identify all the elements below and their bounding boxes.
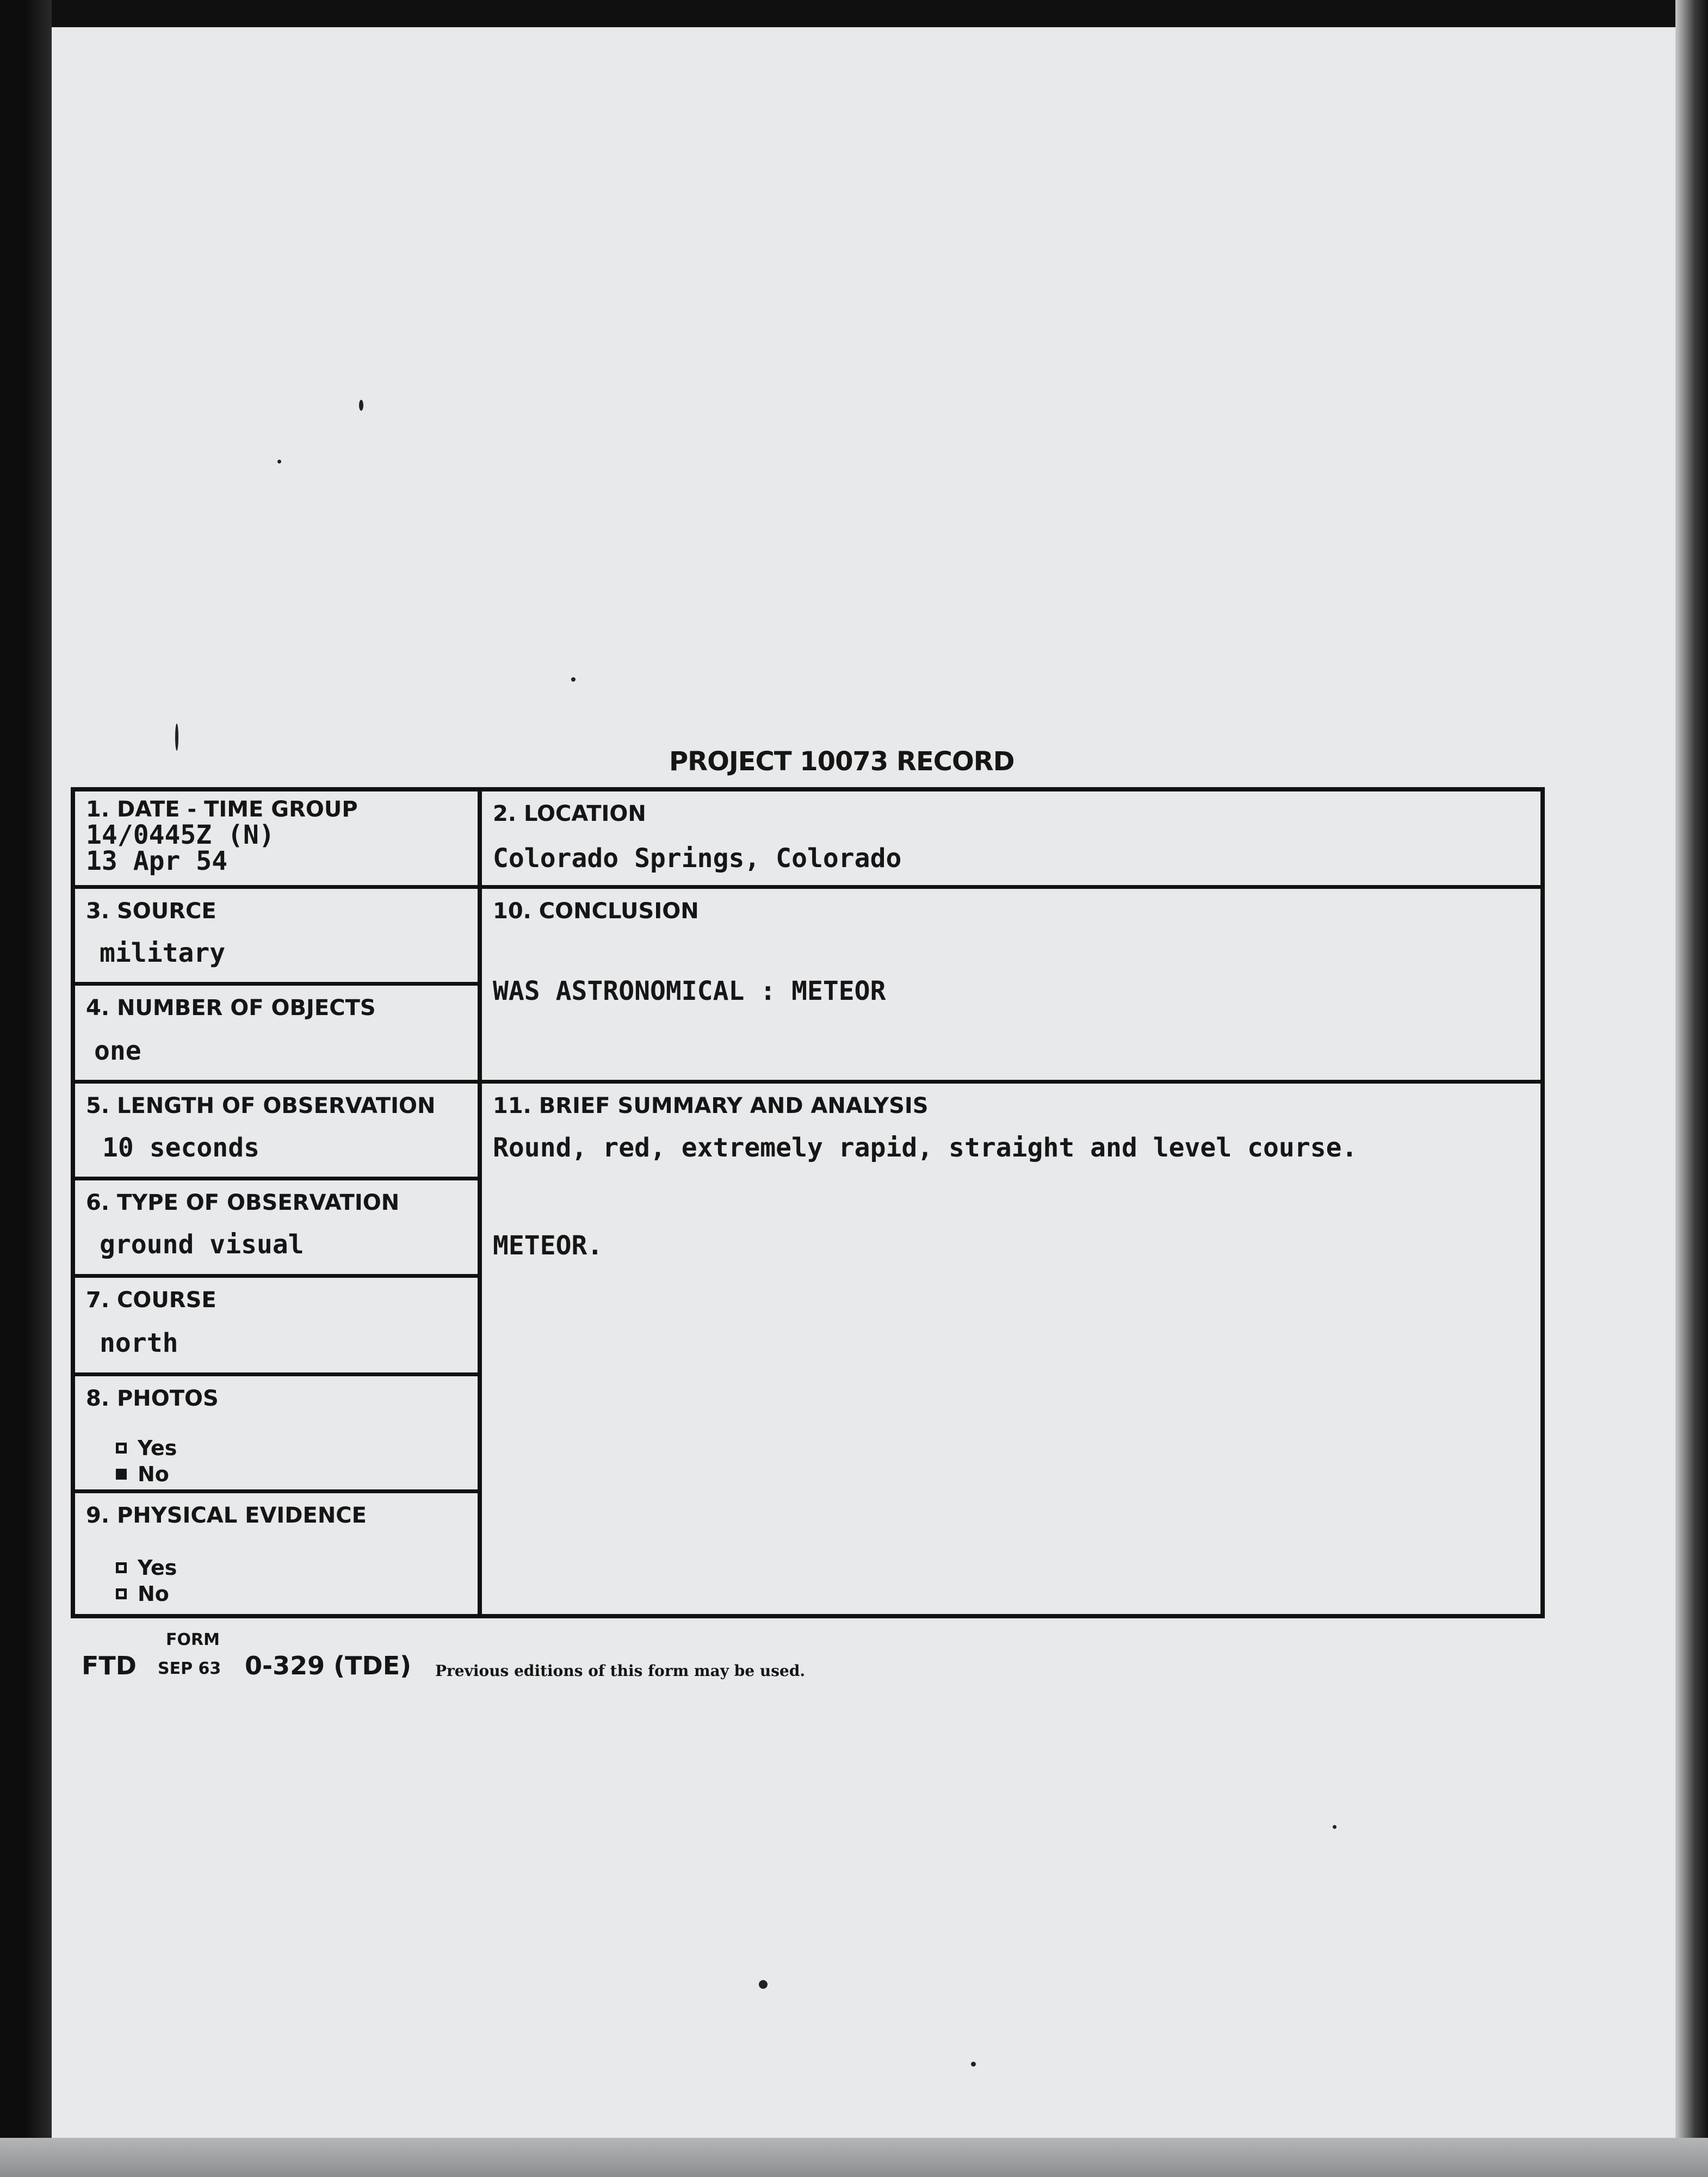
length-of-observation-label: 5. LENGTH OF OBSERVATION xyxy=(86,1093,436,1118)
conclusion-value: WAS ASTRONOMICAL : METEOR xyxy=(493,976,886,1006)
location-label: 2. LOCATION xyxy=(493,801,646,826)
type-of-observation-value: ground visual xyxy=(100,1229,304,1260)
conclusion-cell xyxy=(482,889,1543,1080)
number-of-objects-label: 4. NUMBER OF OBJECTS xyxy=(86,995,376,1021)
course-value: north xyxy=(100,1328,178,1358)
course-label: 7. COURSE xyxy=(86,1288,216,1313)
source-label: 3. SOURCE xyxy=(86,899,216,924)
summary-line1: Round, red, extremely rapid, straight and level course. xyxy=(493,1133,1358,1163)
footer-agency: FTD xyxy=(82,1651,137,1680)
date-time-label: 1. DATE - TIME GROUP xyxy=(86,797,358,822)
scan-bottom-edge xyxy=(0,2138,1708,2177)
length-of-observation-value: 10 seconds xyxy=(102,1133,259,1163)
record-form xyxy=(71,787,1545,1618)
row-divider xyxy=(75,1177,480,1180)
checkbox-icon xyxy=(116,1443,127,1454)
scan-speck xyxy=(359,400,363,411)
type-of-observation-cell xyxy=(75,1180,478,1274)
photos-label: 8. PHOTOS xyxy=(86,1386,219,1411)
physical-evidence-label: 9. PHYSICAL EVIDENCE xyxy=(86,1503,367,1528)
number-of-objects-cell xyxy=(75,986,478,1080)
footer-form-word: FORM xyxy=(166,1630,220,1649)
source-cell xyxy=(75,889,478,982)
row-divider xyxy=(75,1080,1542,1084)
checkbox-icon xyxy=(116,1562,127,1573)
row-divider xyxy=(75,1274,480,1278)
scan-speck xyxy=(571,677,575,682)
photos-option-no[interactable] xyxy=(116,1462,169,1486)
summary-line2: METEOR. xyxy=(493,1230,603,1261)
footer-note: Previous editions of this form may be used. xyxy=(435,1662,806,1680)
conclusion-label: 10. CONCLUSION xyxy=(493,899,699,924)
number-of-objects-value: one xyxy=(94,1036,141,1066)
physical-evidence-option-yes[interactable] xyxy=(116,1556,177,1580)
row-divider xyxy=(75,982,480,986)
date-time-line2: 13 Apr 54 xyxy=(86,846,228,876)
date-time-line1: 14/0445Z (N) xyxy=(86,820,275,850)
physical-evidence-cell xyxy=(75,1493,478,1615)
scan-speck xyxy=(1333,1825,1336,1829)
checked-checkbox-icon xyxy=(116,1469,127,1480)
summary-cell xyxy=(482,1084,1543,1615)
length-of-observation-cell xyxy=(75,1084,478,1177)
photos-cell xyxy=(75,1376,478,1489)
location-cell xyxy=(482,791,1543,885)
footer-form-number: 0-329 (TDE) xyxy=(245,1651,412,1680)
date-time-cell xyxy=(75,791,478,885)
scan-speck xyxy=(277,460,281,463)
physical-evidence-option-no-label: No xyxy=(138,1582,169,1606)
page-title: PROJECT 10073 RECORD xyxy=(669,746,1014,777)
physical-evidence-option-yes-label: Yes xyxy=(138,1556,177,1580)
scan-speck xyxy=(759,1980,768,1989)
checkbox-icon xyxy=(116,1588,127,1599)
row-divider xyxy=(75,885,1542,889)
course-cell xyxy=(75,1278,478,1372)
summary-label: 11. BRIEF SUMMARY AND ANALYSIS xyxy=(493,1093,929,1118)
footer-form-date: SEP 63 xyxy=(158,1659,221,1678)
location-value: Colorado Springs, Colorado xyxy=(493,843,902,874)
row-divider xyxy=(75,1372,480,1376)
row-divider xyxy=(75,1489,480,1493)
scan-right-edge xyxy=(1675,0,1708,2177)
photos-option-yes-label: Yes xyxy=(138,1436,177,1460)
photos-option-yes[interactable] xyxy=(116,1436,177,1460)
scan-speck xyxy=(175,723,178,751)
source-value: military xyxy=(100,938,226,968)
scan-left-edge xyxy=(0,0,52,2177)
photos-option-no-label: No xyxy=(138,1462,169,1486)
type-of-observation-label: 6. TYPE OF OBSERVATION xyxy=(86,1190,400,1215)
physical-evidence-option-no[interactable] xyxy=(116,1582,169,1606)
scan-speck xyxy=(971,2062,976,2067)
